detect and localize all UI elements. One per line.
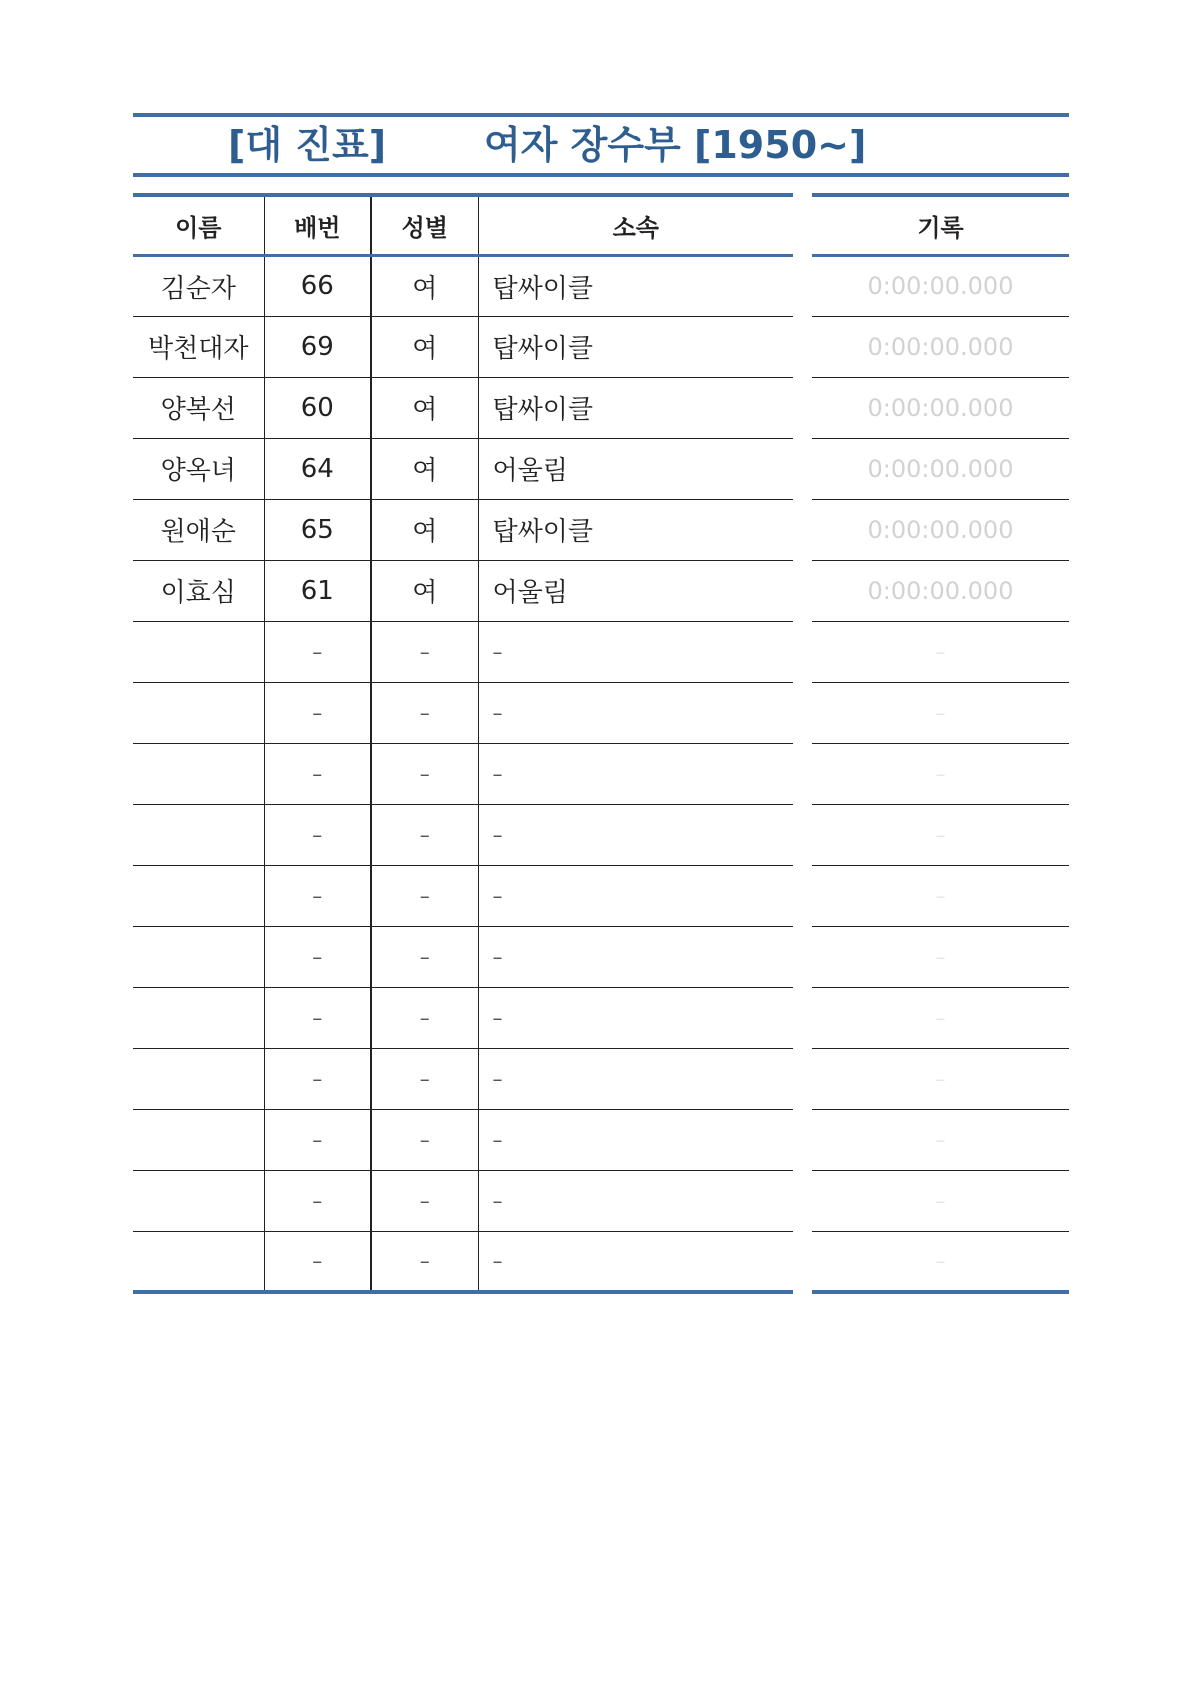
cell-bib: 61 [264, 560, 371, 621]
cell-name [133, 1170, 264, 1231]
cell-club: 탑싸이클 [478, 499, 793, 560]
cell-name: 원애순 [133, 499, 264, 560]
cell-sex: – [371, 1231, 478, 1292]
record-row [812, 438, 1069, 499]
cell-record: – [812, 621, 1069, 682]
cell-sex: – [371, 743, 478, 804]
cell-sex: 여 [371, 438, 478, 499]
division-title: 여자 장수부 [1950~] [484, 123, 867, 167]
cell-club: – [478, 1170, 793, 1231]
record-row [812, 255, 1069, 316]
table-row [133, 255, 793, 316]
cell-bib: 69 [264, 316, 371, 377]
cell-record: – [812, 926, 1069, 987]
cell-record: 0:00:00.000 [812, 255, 1069, 316]
cell-club: – [478, 804, 793, 865]
cell-club: – [478, 1231, 793, 1292]
cell-club: – [478, 1109, 793, 1170]
table-row [133, 621, 793, 682]
cell-bib: – [264, 804, 371, 865]
record-row [812, 1170, 1069, 1231]
table-row [133, 1109, 793, 1170]
record-row [812, 560, 1069, 621]
cell-club: – [478, 865, 793, 926]
cell-name: 양옥녀 [133, 438, 264, 499]
cell-bib: – [264, 682, 371, 743]
cell-name [133, 804, 264, 865]
title-band [133, 113, 1069, 177]
record-row [812, 865, 1069, 926]
bracket-title: [대 진표] [228, 123, 387, 167]
cell-club: – [478, 987, 793, 1048]
cell-sex: – [371, 1170, 478, 1231]
table-row [133, 865, 793, 926]
record-row [812, 743, 1069, 804]
cell-club: – [478, 926, 793, 987]
record-table [812, 193, 1069, 1294]
cell-record: – [812, 1048, 1069, 1109]
cell-bib: – [264, 1231, 371, 1292]
table-row [133, 1048, 793, 1109]
record-row [812, 987, 1069, 1048]
cell-record: – [812, 1170, 1069, 1231]
cell-record: 0:00:00.000 [812, 438, 1069, 499]
cell-name: 박천대자 [133, 316, 264, 377]
cell-club: – [478, 621, 793, 682]
cell-record: – [812, 987, 1069, 1048]
table-row [133, 560, 793, 621]
table-row [133, 804, 793, 865]
cell-record: – [812, 743, 1069, 804]
cell-name [133, 682, 264, 743]
cell-bib: – [264, 926, 371, 987]
cell-name [133, 1048, 264, 1109]
record-row [812, 1231, 1069, 1292]
cell-bib: – [264, 743, 371, 804]
table-row [133, 926, 793, 987]
cell-sex: – [371, 1109, 478, 1170]
cell-record: 0:00:00.000 [812, 377, 1069, 438]
cell-record: 0:00:00.000 [812, 499, 1069, 560]
cell-sex: 여 [371, 499, 478, 560]
table-row [133, 987, 793, 1048]
cell-name [133, 1109, 264, 1170]
header-sex: 성별 [371, 195, 478, 255]
record-table-header [812, 195, 1069, 255]
header-bib: 배번 [264, 195, 371, 255]
table-row [133, 499, 793, 560]
entry-table-header [133, 195, 793, 255]
cell-name: 이효심 [133, 560, 264, 621]
cell-bib: 64 [264, 438, 371, 499]
cell-sex: 여 [371, 255, 478, 316]
header-record: 기록 [812, 195, 1069, 255]
cell-sex: – [371, 621, 478, 682]
cell-record: – [812, 1231, 1069, 1292]
table-row [133, 438, 793, 499]
cell-record: – [812, 682, 1069, 743]
cell-record: – [812, 865, 1069, 926]
record-row [812, 926, 1069, 987]
cell-name [133, 621, 264, 682]
table-row [133, 1170, 793, 1231]
cell-sex: – [371, 865, 478, 926]
cell-sex: – [371, 1048, 478, 1109]
header-name: 이름 [133, 195, 264, 255]
record-row [812, 1109, 1069, 1170]
cell-name: 양복선 [133, 377, 264, 438]
cell-record: – [812, 804, 1069, 865]
record-row [812, 621, 1069, 682]
cell-club: 어울림 [478, 438, 793, 499]
cell-sex: – [371, 926, 478, 987]
cell-bib: 60 [264, 377, 371, 438]
cell-club: – [478, 1048, 793, 1109]
cell-bib: – [264, 987, 371, 1048]
cell-record: – [812, 1109, 1069, 1170]
cell-sex: 여 [371, 316, 478, 377]
cell-name [133, 987, 264, 1048]
cell-name [133, 865, 264, 926]
cell-sex: – [371, 804, 478, 865]
cell-club: 탑싸이클 [478, 255, 793, 316]
cell-bib: – [264, 1170, 371, 1231]
cell-sex: – [371, 987, 478, 1048]
record-row [812, 377, 1069, 438]
table-row [133, 316, 793, 377]
record-row [812, 316, 1069, 377]
cell-name: 김순자 [133, 255, 264, 316]
cell-sex: 여 [371, 377, 478, 438]
table-row [133, 1231, 793, 1292]
cell-name [133, 743, 264, 804]
cell-bib: 66 [264, 255, 371, 316]
cell-name [133, 1231, 264, 1292]
cell-club: – [478, 682, 793, 743]
cell-sex: 여 [371, 560, 478, 621]
record-row [812, 682, 1069, 743]
table-row [133, 682, 793, 743]
record-row [812, 1048, 1069, 1109]
header-club: 소속 [478, 195, 793, 255]
cell-record: 0:00:00.000 [812, 560, 1069, 621]
record-row [812, 499, 1069, 560]
cell-club: 탑싸이클 [478, 316, 793, 377]
record-row [812, 804, 1069, 865]
cell-bib: – [264, 1109, 371, 1170]
cell-club: 탑싸이클 [478, 377, 793, 438]
cell-bib: 65 [264, 499, 371, 560]
entry-table [133, 193, 793, 1294]
cell-sex: – [371, 682, 478, 743]
table-row [133, 743, 793, 804]
cell-club: 어울림 [478, 560, 793, 621]
table-row [133, 377, 793, 438]
cell-name [133, 926, 264, 987]
cell-club: – [478, 743, 793, 804]
cell-record: 0:00:00.000 [812, 316, 1069, 377]
cell-bib: – [264, 621, 371, 682]
cell-bib: – [264, 1048, 371, 1109]
cell-bib: – [264, 865, 371, 926]
